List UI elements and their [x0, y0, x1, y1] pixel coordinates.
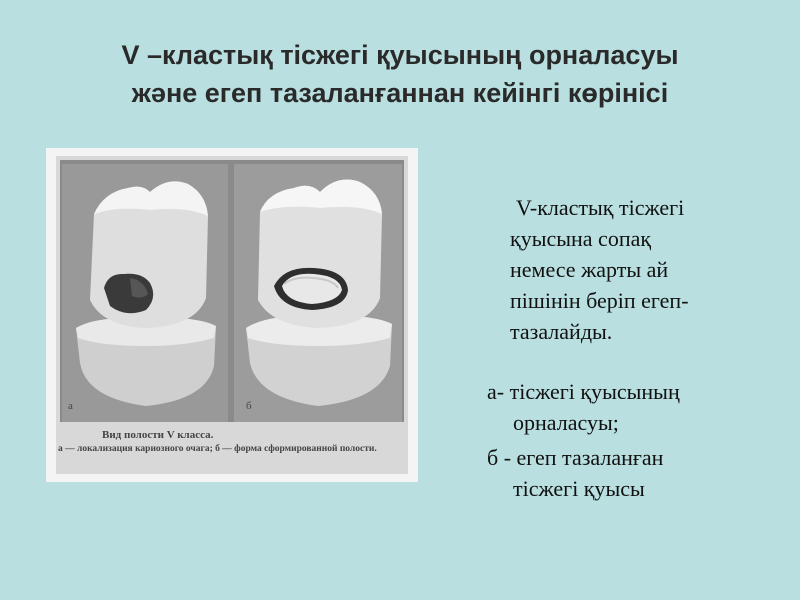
legend-item-b	[487, 442, 787, 504]
figure-caption-title: Вид полости V класса.	[102, 429, 214, 441]
tooth-figure	[46, 148, 418, 482]
legend-b-line-1: б - егеп тазаланған	[487, 445, 664, 470]
slide-title	[20, 36, 780, 112]
panel-a-label: а	[68, 400, 73, 412]
tooth-b	[246, 180, 392, 406]
figure-caption	[58, 428, 377, 456]
description-text	[510, 192, 760, 347]
legend-b-line-2: тісжегі қуысы	[513, 476, 645, 501]
description-line-3: немесе жарты ай	[510, 257, 669, 282]
figure-legend	[487, 376, 787, 508]
slide-title-line-2: және егеп тазаланғаннан кейінгі көрінісі	[131, 78, 669, 108]
legend-a-line-2: орналасуы;	[513, 410, 619, 435]
tooth-a	[76, 181, 216, 406]
figure-caption-detail: а — локализация кариозного очага; б — форма сформированной полости.	[58, 444, 377, 454]
legend-item-a	[487, 376, 787, 438]
description-line-5: тазалайды.	[510, 319, 613, 344]
description-line-4: пішінін беріп егеп-	[510, 288, 689, 313]
panel-b-label: б	[246, 400, 252, 412]
slide-title-line-1: V –кластық тісжегі қуысының орналасуы	[121, 40, 679, 70]
legend-a-line-1: а- тісжегі қуысының	[487, 379, 680, 404]
description-line-1: V-кластық тісжегі	[516, 195, 685, 220]
description-line-2: қуысына сопақ	[510, 226, 652, 251]
